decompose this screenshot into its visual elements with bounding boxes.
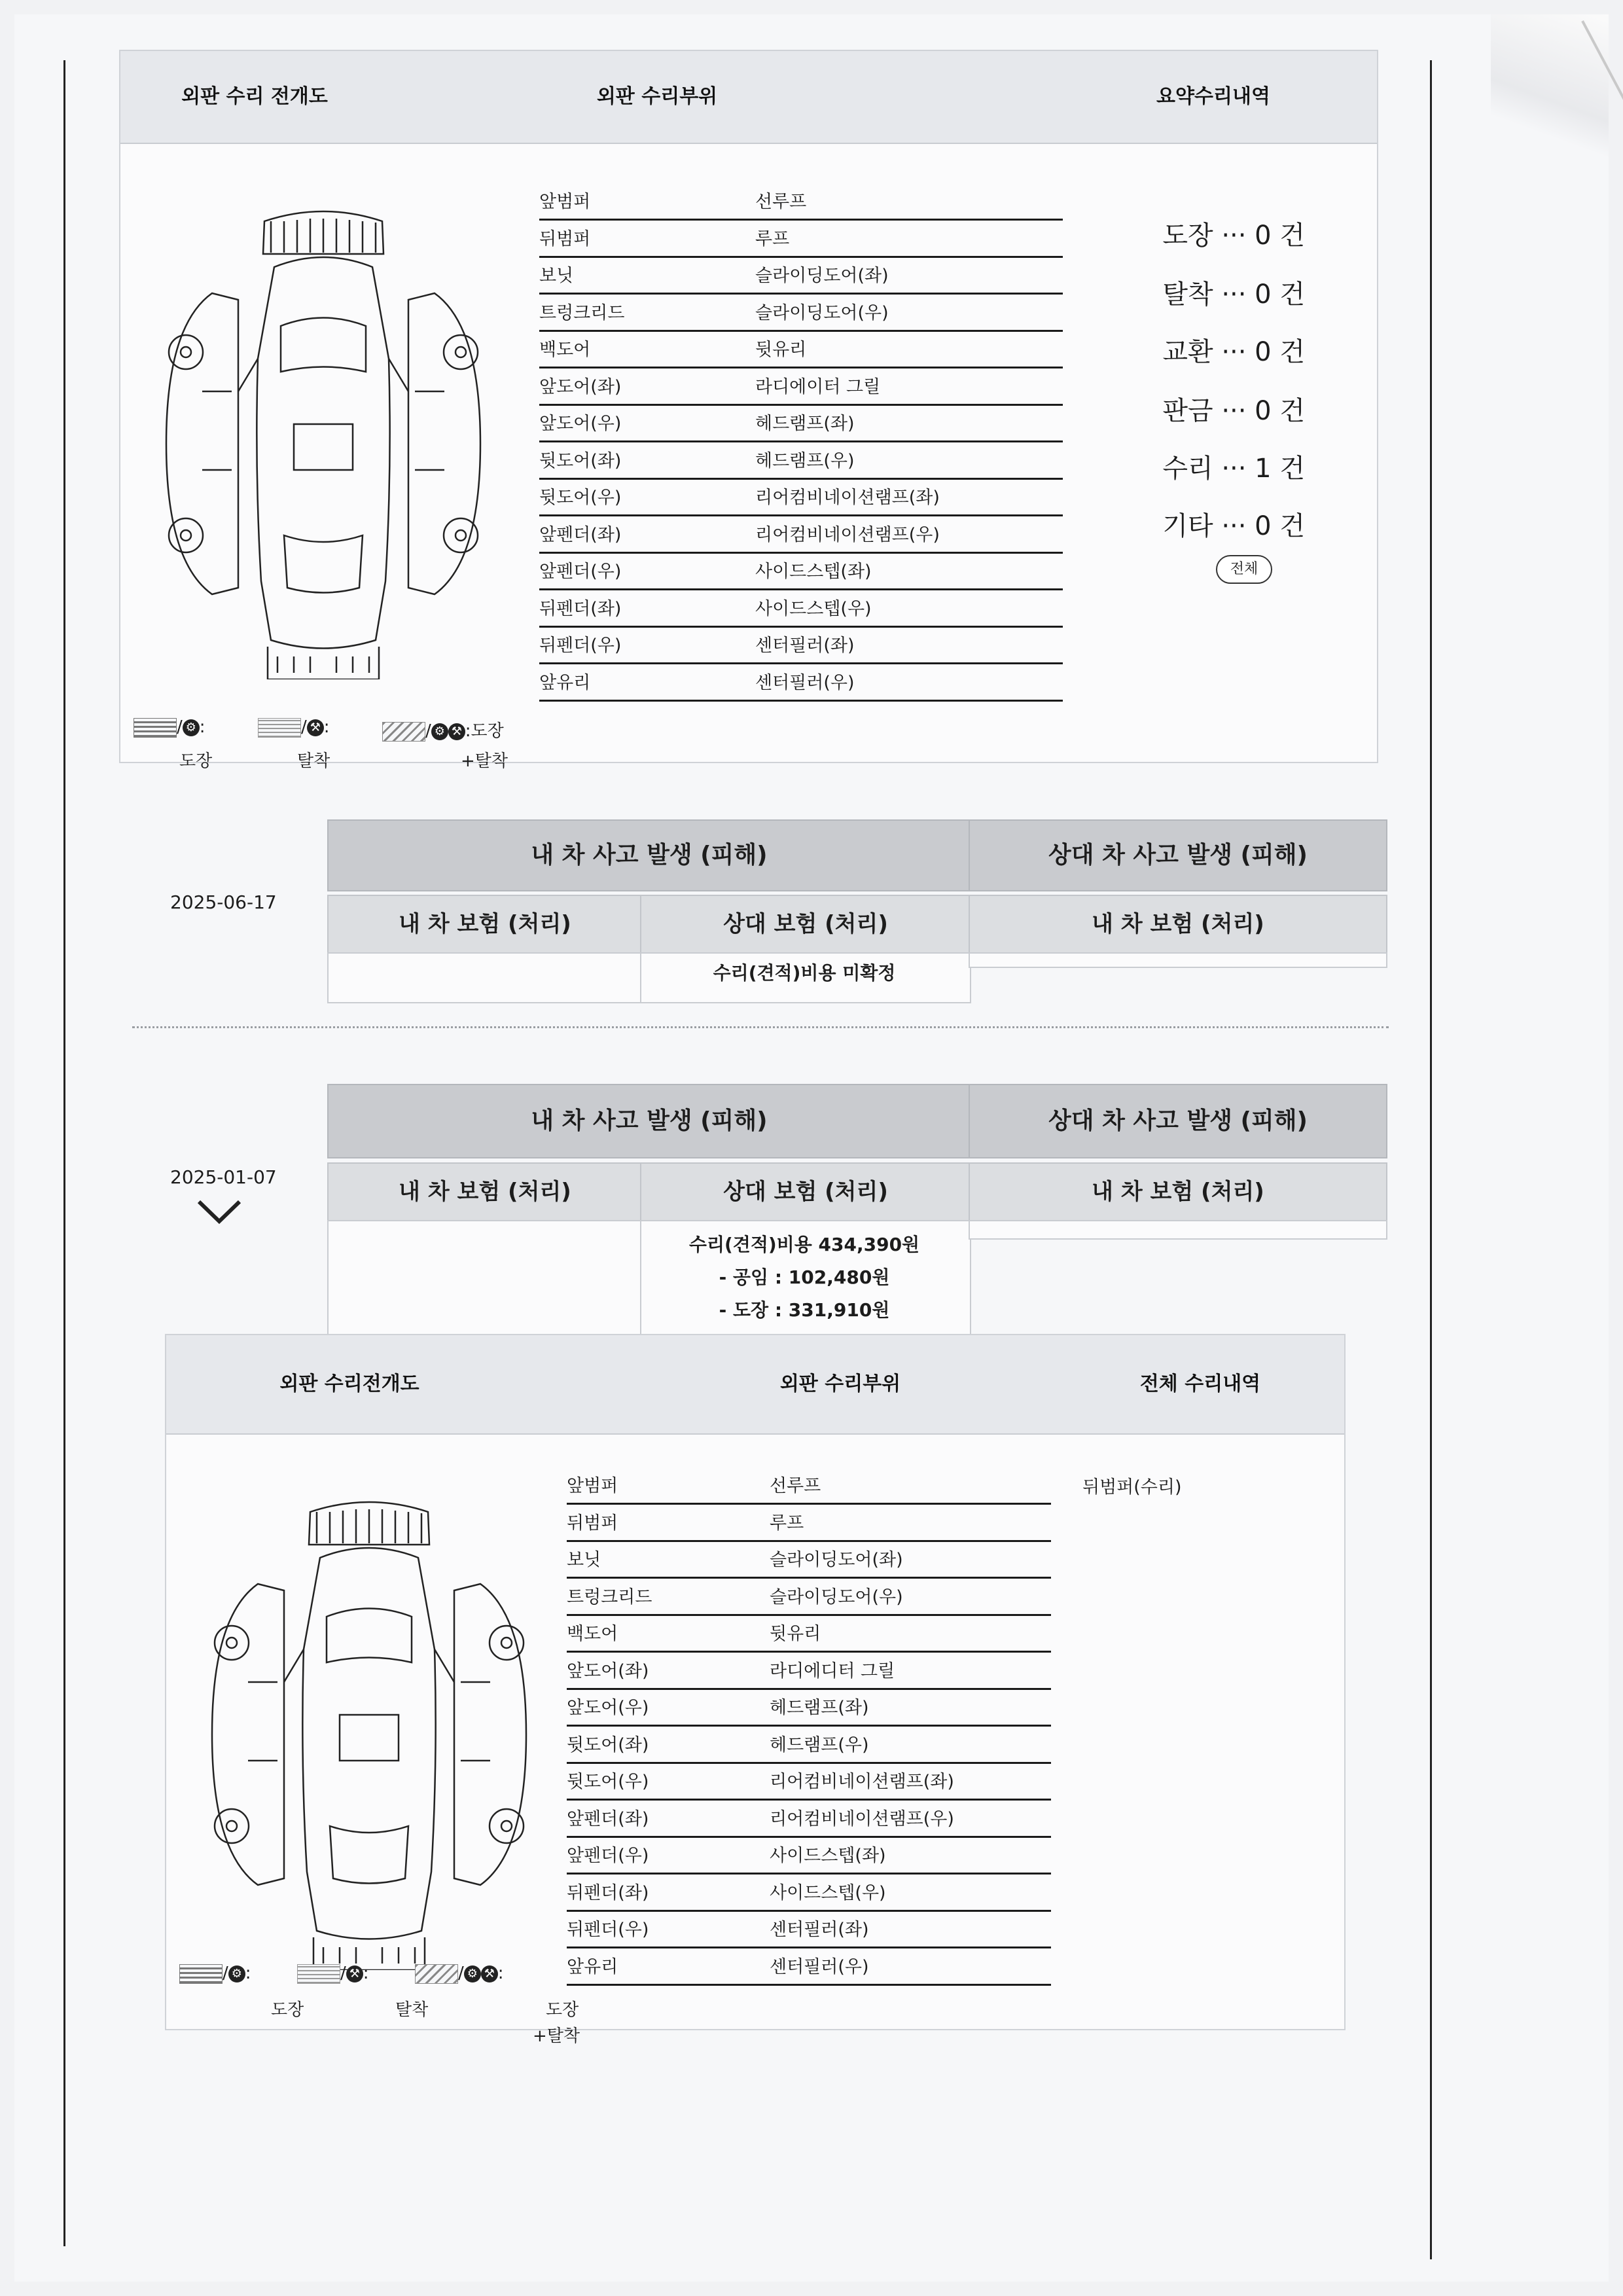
part-name-left: 앞도어(좌) xyxy=(567,1660,649,1681)
part-name-left: 앞도어(좌) xyxy=(539,376,622,397)
part-name-left: 뒤범퍼 xyxy=(567,1513,618,1534)
accident-2-cost-total: 수리(견적)비용 434,390원 xyxy=(688,1234,920,1255)
part-name-left: 앞펜더(좌) xyxy=(539,524,622,545)
tool-icon: ⚒ xyxy=(481,1965,498,1982)
accident-1-my-insurance: 내 차 보험 (처리) xyxy=(327,895,643,954)
part-name-left: 뒤펜더(좌) xyxy=(567,1882,649,1903)
wrench-icon: ⚙ xyxy=(464,1965,481,1982)
part-name-right: 사이드스텝(좌) xyxy=(755,562,872,582)
accident-2-my-car-header: 내 차 사고 발생 (피해) xyxy=(327,1084,971,1158)
both-swatch-icon xyxy=(382,722,425,742)
part-name-left: 뒤범퍼 xyxy=(539,228,591,249)
paint-swatch-icon xyxy=(134,718,177,738)
legend-remove-label: 탈착 xyxy=(297,751,330,771)
part-name-right: 헤드램프(우) xyxy=(755,450,855,471)
repair-history-item: 뒤범퍼(수리) xyxy=(1082,1477,1182,1498)
part-row xyxy=(539,663,1063,702)
part-name-right: 라디에디터 그릴 xyxy=(770,1660,895,1681)
part-name-left: 백도어 xyxy=(539,340,591,360)
part-name-right: 센터필러(좌) xyxy=(770,1920,869,1940)
part-row xyxy=(539,626,1063,664)
legend-both-label: 도장 xyxy=(546,2000,579,2020)
part-name-right: 뒷유리 xyxy=(755,340,807,360)
part-row xyxy=(567,1540,1051,1579)
summary-paint: 도장 ··· 0 건 xyxy=(1162,221,1305,251)
header-history: 전체 수리내역 xyxy=(1139,1372,1261,1395)
part-row xyxy=(567,1614,1051,1653)
part-row xyxy=(567,1725,1051,1764)
panel-2-header xyxy=(166,1335,1344,1435)
accident-1-other-car-body xyxy=(969,952,1387,968)
accident-2-cost-labor: - 공임 : 102,480원 xyxy=(719,1266,890,1288)
part-row xyxy=(539,478,1063,516)
accident-1-detail: 수리(견적)비용 미확정 xyxy=(713,962,896,984)
part-row xyxy=(567,1799,1051,1838)
accident-1-other-car-header: 상대 차 사고 발생 (피해) xyxy=(969,819,1387,891)
part-row xyxy=(567,1762,1051,1801)
part-name-left: 뒤펜더(우) xyxy=(567,1920,649,1940)
part-name-right: 라디에이터 그릴 xyxy=(755,376,881,397)
part-name-right: 리어컴비네이션램프(우) xyxy=(770,1808,954,1829)
part-name-left: 뒤펜더(우) xyxy=(539,636,622,656)
part-row xyxy=(567,1836,1051,1874)
part-name-right: 선루프 xyxy=(770,1476,821,1496)
part-name-left: 앞펜더(좌) xyxy=(567,1808,649,1829)
part-row xyxy=(539,256,1063,295)
accident-2-cost-paint: - 도장 : 331,910원 xyxy=(719,1299,890,1321)
legend-both-label-2: +탈착 xyxy=(533,2026,580,2046)
tool-icon: ⚒ xyxy=(448,723,465,740)
part-row xyxy=(539,404,1063,442)
summary-replace: 교환 ··· 0 건 xyxy=(1162,337,1305,367)
part-name-right: 리어컴비네이션램프(좌) xyxy=(755,488,940,508)
part-name-left: 뒷도어(우) xyxy=(539,488,622,508)
remove-swatch-icon xyxy=(258,718,301,738)
chevron-down-icon[interactable] xyxy=(196,1199,242,1225)
part-row xyxy=(567,1873,1051,1912)
part-row xyxy=(567,1688,1051,1727)
part-name-right: 루프 xyxy=(755,228,790,249)
part-row xyxy=(539,330,1063,368)
part-name-left: 앞펜더(우) xyxy=(539,562,622,582)
part-row xyxy=(539,293,1063,332)
summary-other: 기타 ··· 0 건 xyxy=(1162,511,1305,541)
summary-remove: 탈착 ··· 0 건 xyxy=(1162,279,1305,310)
part-name-left: 트렁크리드 xyxy=(539,302,625,323)
header-diagram: 외판 수리전개도 xyxy=(279,1372,419,1395)
part-name-right: 헤드램프(우) xyxy=(770,1734,869,1755)
part-name-left: 앞범퍼 xyxy=(539,192,591,212)
part-name-left: 뒷도어(우) xyxy=(567,1772,649,1792)
accident-2-other-car-body xyxy=(969,1220,1387,1240)
accident-2-other-insurance: 상대 보험 (처리) xyxy=(640,1162,971,1221)
tool-icon: ⚒ xyxy=(307,719,324,736)
part-row xyxy=(539,441,1063,480)
part-name-left: 앞유리 xyxy=(539,672,591,693)
view-all-button[interactable]: 전체 xyxy=(1216,555,1272,584)
part-row xyxy=(539,515,1063,554)
part-name-left: 앞도어(우) xyxy=(567,1698,649,1718)
legend-paint-label: 도장 xyxy=(179,751,213,771)
header-summary: 요약수리내역 xyxy=(1156,85,1270,108)
part-row xyxy=(539,589,1063,628)
part-row xyxy=(567,1466,1051,1505)
part-name-right: 슬라이딩도어(우) xyxy=(770,1587,903,1607)
accident-1-my-insurance-body xyxy=(327,952,643,1003)
part-name-right: 리어컴비네이션램프(우) xyxy=(755,524,940,545)
wrench-icon: ⚙ xyxy=(431,723,448,740)
part-name-right: 센터필러(좌) xyxy=(755,636,855,656)
part-name-right: 슬라이딩도어(좌) xyxy=(755,266,889,286)
wrench-icon: ⚙ xyxy=(228,1965,245,1982)
accident-2-other-car-my-insurance: 내 차 보험 (처리) xyxy=(969,1162,1387,1221)
legend-remove-label: 탈착 xyxy=(395,2000,429,2020)
part-name-right: 사이드스텝(좌) xyxy=(770,1846,886,1866)
accident-2-my-insurance-body xyxy=(327,1220,643,1347)
part-row xyxy=(539,552,1063,590)
paint-swatch-icon xyxy=(179,1964,223,1984)
header-parts: 외판 수리부위 xyxy=(596,85,718,108)
part-name-right: 리어컴비네이션램프(좌) xyxy=(770,1772,954,1792)
part-name-right: 사이드스텝(우) xyxy=(770,1882,886,1903)
page xyxy=(14,14,1609,2282)
part-name-right: 슬라이딩도어(좌) xyxy=(770,1550,903,1570)
legend-both-label: +탈착 xyxy=(461,751,508,771)
header-parts: 외판 수리부위 xyxy=(779,1372,901,1395)
part-name-right: 루프 xyxy=(770,1513,804,1534)
repair-panel-1 xyxy=(119,50,1378,771)
part-name-left: 보닛 xyxy=(539,266,574,286)
part-name-right: 뒷유리 xyxy=(770,1624,821,1644)
car-diagram xyxy=(186,1486,552,1970)
separator xyxy=(132,1026,1389,1028)
repair-history-list xyxy=(1082,1473,1181,1498)
summary-sheet-metal: 판금 ··· 0 건 xyxy=(1162,396,1305,426)
header-diagram: 외판 수리 전개도 xyxy=(181,85,328,108)
right-border-line xyxy=(1430,60,1432,2259)
part-name-right: 슬라이딩도어(우) xyxy=(755,302,889,323)
accident-1-other-insurance: 상대 보험 (처리) xyxy=(640,895,971,954)
part-row xyxy=(567,1947,1051,1986)
part-row xyxy=(567,1503,1051,1542)
accident-1-date: 2025-06-17 xyxy=(170,891,277,913)
part-name-left: 보닛 xyxy=(567,1550,601,1570)
part-name-left: 앞펜더(우) xyxy=(567,1846,649,1866)
panel-2-legend: / ⚙ : / ⚒ : / ⚙ ⚒ : 도장 탈착 도장 +탈착 xyxy=(179,1964,585,2022)
tool-icon: ⚒ xyxy=(346,1965,363,1982)
part-name-left: 뒷도어(좌) xyxy=(567,1734,649,1755)
repair-panel-2 xyxy=(165,1334,1346,2046)
part-row xyxy=(539,219,1063,258)
part-name-left: 뒤펜더(좌) xyxy=(539,598,622,619)
summary-repair: 수리 ··· 1 건 xyxy=(1162,454,1305,484)
panel-1-header xyxy=(120,51,1377,144)
part-row xyxy=(567,1651,1051,1690)
part-name-right: 선루프 xyxy=(755,192,807,212)
accident-1-my-car-header: 내 차 사고 발생 (피해) xyxy=(327,819,971,891)
part-row xyxy=(567,1577,1051,1616)
part-name-right: 사이드스텝(우) xyxy=(755,598,872,619)
part-name-left: 앞유리 xyxy=(567,1956,618,1977)
left-border-line xyxy=(63,60,65,2246)
accident-2-other-car-header: 상대 차 사고 발생 (피해) xyxy=(969,1084,1387,1158)
part-name-right: 헤드램프(좌) xyxy=(755,414,855,434)
part-row xyxy=(539,367,1063,406)
accident-2-date: 2025-01-07 xyxy=(170,1166,277,1188)
panel-1-legend: / ⚙ : / ⚒ : / ⚙ ⚒ :도장 도장 탈착 +탈착 xyxy=(134,717,539,776)
part-name-left: 뒷도어(좌) xyxy=(539,450,622,471)
part-row xyxy=(539,182,1063,221)
both-swatch-icon xyxy=(415,1964,458,1984)
remove-swatch-icon xyxy=(297,1964,340,1984)
part-name-left: 백도어 xyxy=(567,1624,618,1644)
legend-paint-label: 도장 xyxy=(271,2000,304,2020)
part-name-left: 앞도어(우) xyxy=(539,414,622,434)
car-diagram xyxy=(140,195,507,679)
part-name-right: 센터필러(우) xyxy=(770,1956,869,1977)
page-curl xyxy=(1491,14,1609,211)
accident-2-my-insurance: 내 차 보험 (처리) xyxy=(327,1162,643,1221)
part-name-right: 센터필러(우) xyxy=(755,672,855,693)
part-name-right: 헤드램프(좌) xyxy=(770,1698,869,1718)
wrench-icon: ⚙ xyxy=(183,719,200,736)
accident-2-detail xyxy=(640,1229,969,1327)
part-name-left: 앞범퍼 xyxy=(567,1476,618,1496)
part-name-left: 트렁크리드 xyxy=(567,1587,652,1607)
part-row xyxy=(567,1910,1051,1948)
accident-1-other-car-my-insurance: 내 차 보험 (처리) xyxy=(969,895,1387,954)
